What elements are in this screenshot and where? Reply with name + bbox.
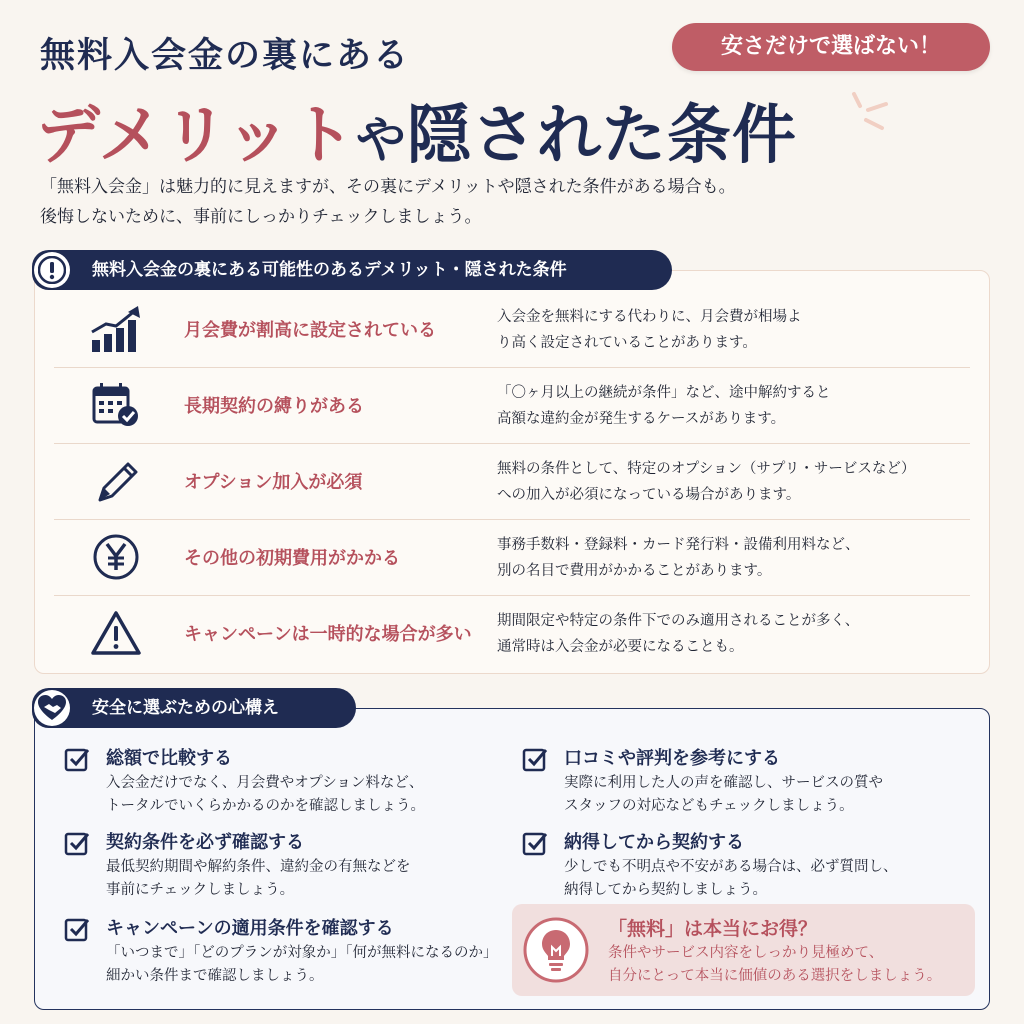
demerit-desc-line: 「〇ヶ月以上の継続が条件」など、途中解約すると — [497, 385, 831, 401]
yen-icon — [88, 532, 144, 582]
demerit-title: キャンペーンは一時的な場合が多い — [184, 624, 472, 645]
checkbox-check-icon — [64, 916, 90, 942]
demerit-row — [54, 292, 970, 368]
lightbulb-icon — [522, 916, 590, 984]
tip-desc-line: 入会金だけでなく、月会費やオプション料など、 — [106, 775, 424, 791]
heart-handshake-icon — [34, 690, 70, 726]
demerit-title: その他の初期費用がかかる — [184, 548, 400, 569]
title-part-conditions: 隠された条件 — [406, 99, 797, 173]
tip-description — [106, 772, 425, 818]
tip-desc-line: 「いつまで」「どのプランが対象か」「何が無料になるのか」 — [106, 945, 498, 961]
title-part-demerit: デメリット — [36, 99, 356, 173]
demerit-description — [497, 304, 977, 356]
tip-desc-line: 細かい条件まで確認しましょう。 — [106, 968, 324, 984]
tip-desc-line: スタッフの対応などもチェックしましょう。 — [564, 798, 854, 814]
demerit-description — [497, 608, 977, 660]
tip-title: 口コミや評判を参考にする — [564, 748, 780, 769]
demerit-description — [497, 532, 977, 584]
tip-description — [564, 856, 898, 902]
tip-title: 総額で比較する — [106, 748, 232, 769]
demerit-desc-line: 通常時は入会金が必要になることも。 — [497, 639, 744, 655]
tip-desc-line: 実際に利用した人の声を確認し、サービスの質や — [564, 775, 883, 791]
tip-desc-line: 最低契約期間や解約条件、違約金の有無などを — [106, 859, 411, 875]
demerit-desc-line: 無料の条件として、特定のオプション（サプリ・サービスなど） — [497, 461, 916, 477]
tip-desc-line: トータルでいくらかかるのかを確認しましょう。 — [106, 798, 425, 814]
demerit-desc-line: 別の名目で費用がかかることがあります。 — [497, 563, 772, 579]
demerit-desc-line: 期間限定や特定の条件下でのみ適用されることが多く、 — [497, 613, 860, 629]
mindset-section-heading — [32, 688, 356, 728]
tip-desc-line: 納得してから契約しましょう。 — [564, 882, 767, 898]
page-title — [36, 84, 797, 176]
checkbox-check-icon — [522, 830, 548, 856]
demerit-title: 月会費が割高に設定されている — [184, 320, 436, 341]
demerits-section-heading — [32, 250, 672, 290]
demerit-title: オプション加入が必須 — [184, 472, 363, 493]
tip-desc-line: 事前にチェックしましょう。 — [106, 882, 295, 898]
callout-title: 「無料」は本当にお得？ — [608, 918, 818, 940]
title-part-ya: や — [355, 111, 407, 169]
header-badge: 安さだけで選ばない！ — [672, 23, 990, 71]
demerit-description — [497, 456, 977, 508]
tip-title: 納得してから契約する — [564, 832, 744, 853]
tip-description — [106, 942, 498, 988]
calendar-check-icon — [88, 380, 144, 430]
demerit-desc-line: 入会金を無料にする代わりに、月会費が相場よ — [497, 309, 802, 325]
demerit-row — [54, 444, 970, 520]
tip-title: キャンペーンの適用条件を確認する — [106, 918, 394, 939]
demerit-row — [54, 520, 970, 596]
callout-desc-line: 自分にとって本当に価値のある選択をしましょう。 — [608, 968, 942, 984]
chart-up-icon — [88, 304, 144, 354]
tip-desc-line: 少しでも不明点や不安がある場合は、必ず質問し、 — [564, 859, 898, 875]
checkbox-check-icon — [522, 746, 548, 772]
intro-line-1: 「無料入会金」は魅力的に見えますが、その裏にデメリットや隠された条件がある場合も。 — [40, 177, 736, 197]
mindset-heading-label: 安全に選ぶための心構え — [92, 698, 279, 718]
demerits-heading-label: 無料入会金の裏にある可能性のあるデメリット・隠された条件 — [92, 260, 567, 280]
demerit-title: 長期契約の縛りがある — [184, 396, 364, 417]
intro-text — [40, 172, 1000, 232]
demerit-row — [54, 596, 970, 672]
demerit-desc-line: 高額な違約金が発生するケースがあります。 — [497, 411, 786, 427]
callout-description — [608, 942, 941, 988]
callout-desc-line: 条件やサービス内容をしっかり見極めて、 — [608, 945, 884, 961]
demerit-desc-line: への加入が必須になっている場合があります。 — [497, 487, 801, 503]
tip-description — [106, 856, 411, 902]
checkbox-check-icon — [64, 746, 90, 772]
checkbox-check-icon — [64, 830, 90, 856]
free-really-callout — [512, 904, 975, 996]
page-subtitle: 無料入会金の裏にある — [40, 36, 411, 76]
demerit-row — [54, 368, 970, 444]
warning-icon — [88, 608, 144, 658]
pencil-icon — [88, 456, 144, 506]
tip-description — [564, 772, 883, 818]
tip-title: 契約条件を必ず確認する — [106, 832, 304, 853]
emphasis-burst-icon — [846, 88, 896, 138]
intro-line-2: 後悔しないために、事前にしっかりチェックしましょう。 — [40, 207, 482, 227]
demerit-description — [497, 380, 977, 432]
exclamation-icon — [34, 252, 70, 288]
demerit-desc-line: 事務手数料・登録料・カード発行料・設備利用料など、 — [497, 537, 860, 553]
demerit-desc-line: り高く設定されていることがあります。 — [497, 335, 757, 351]
